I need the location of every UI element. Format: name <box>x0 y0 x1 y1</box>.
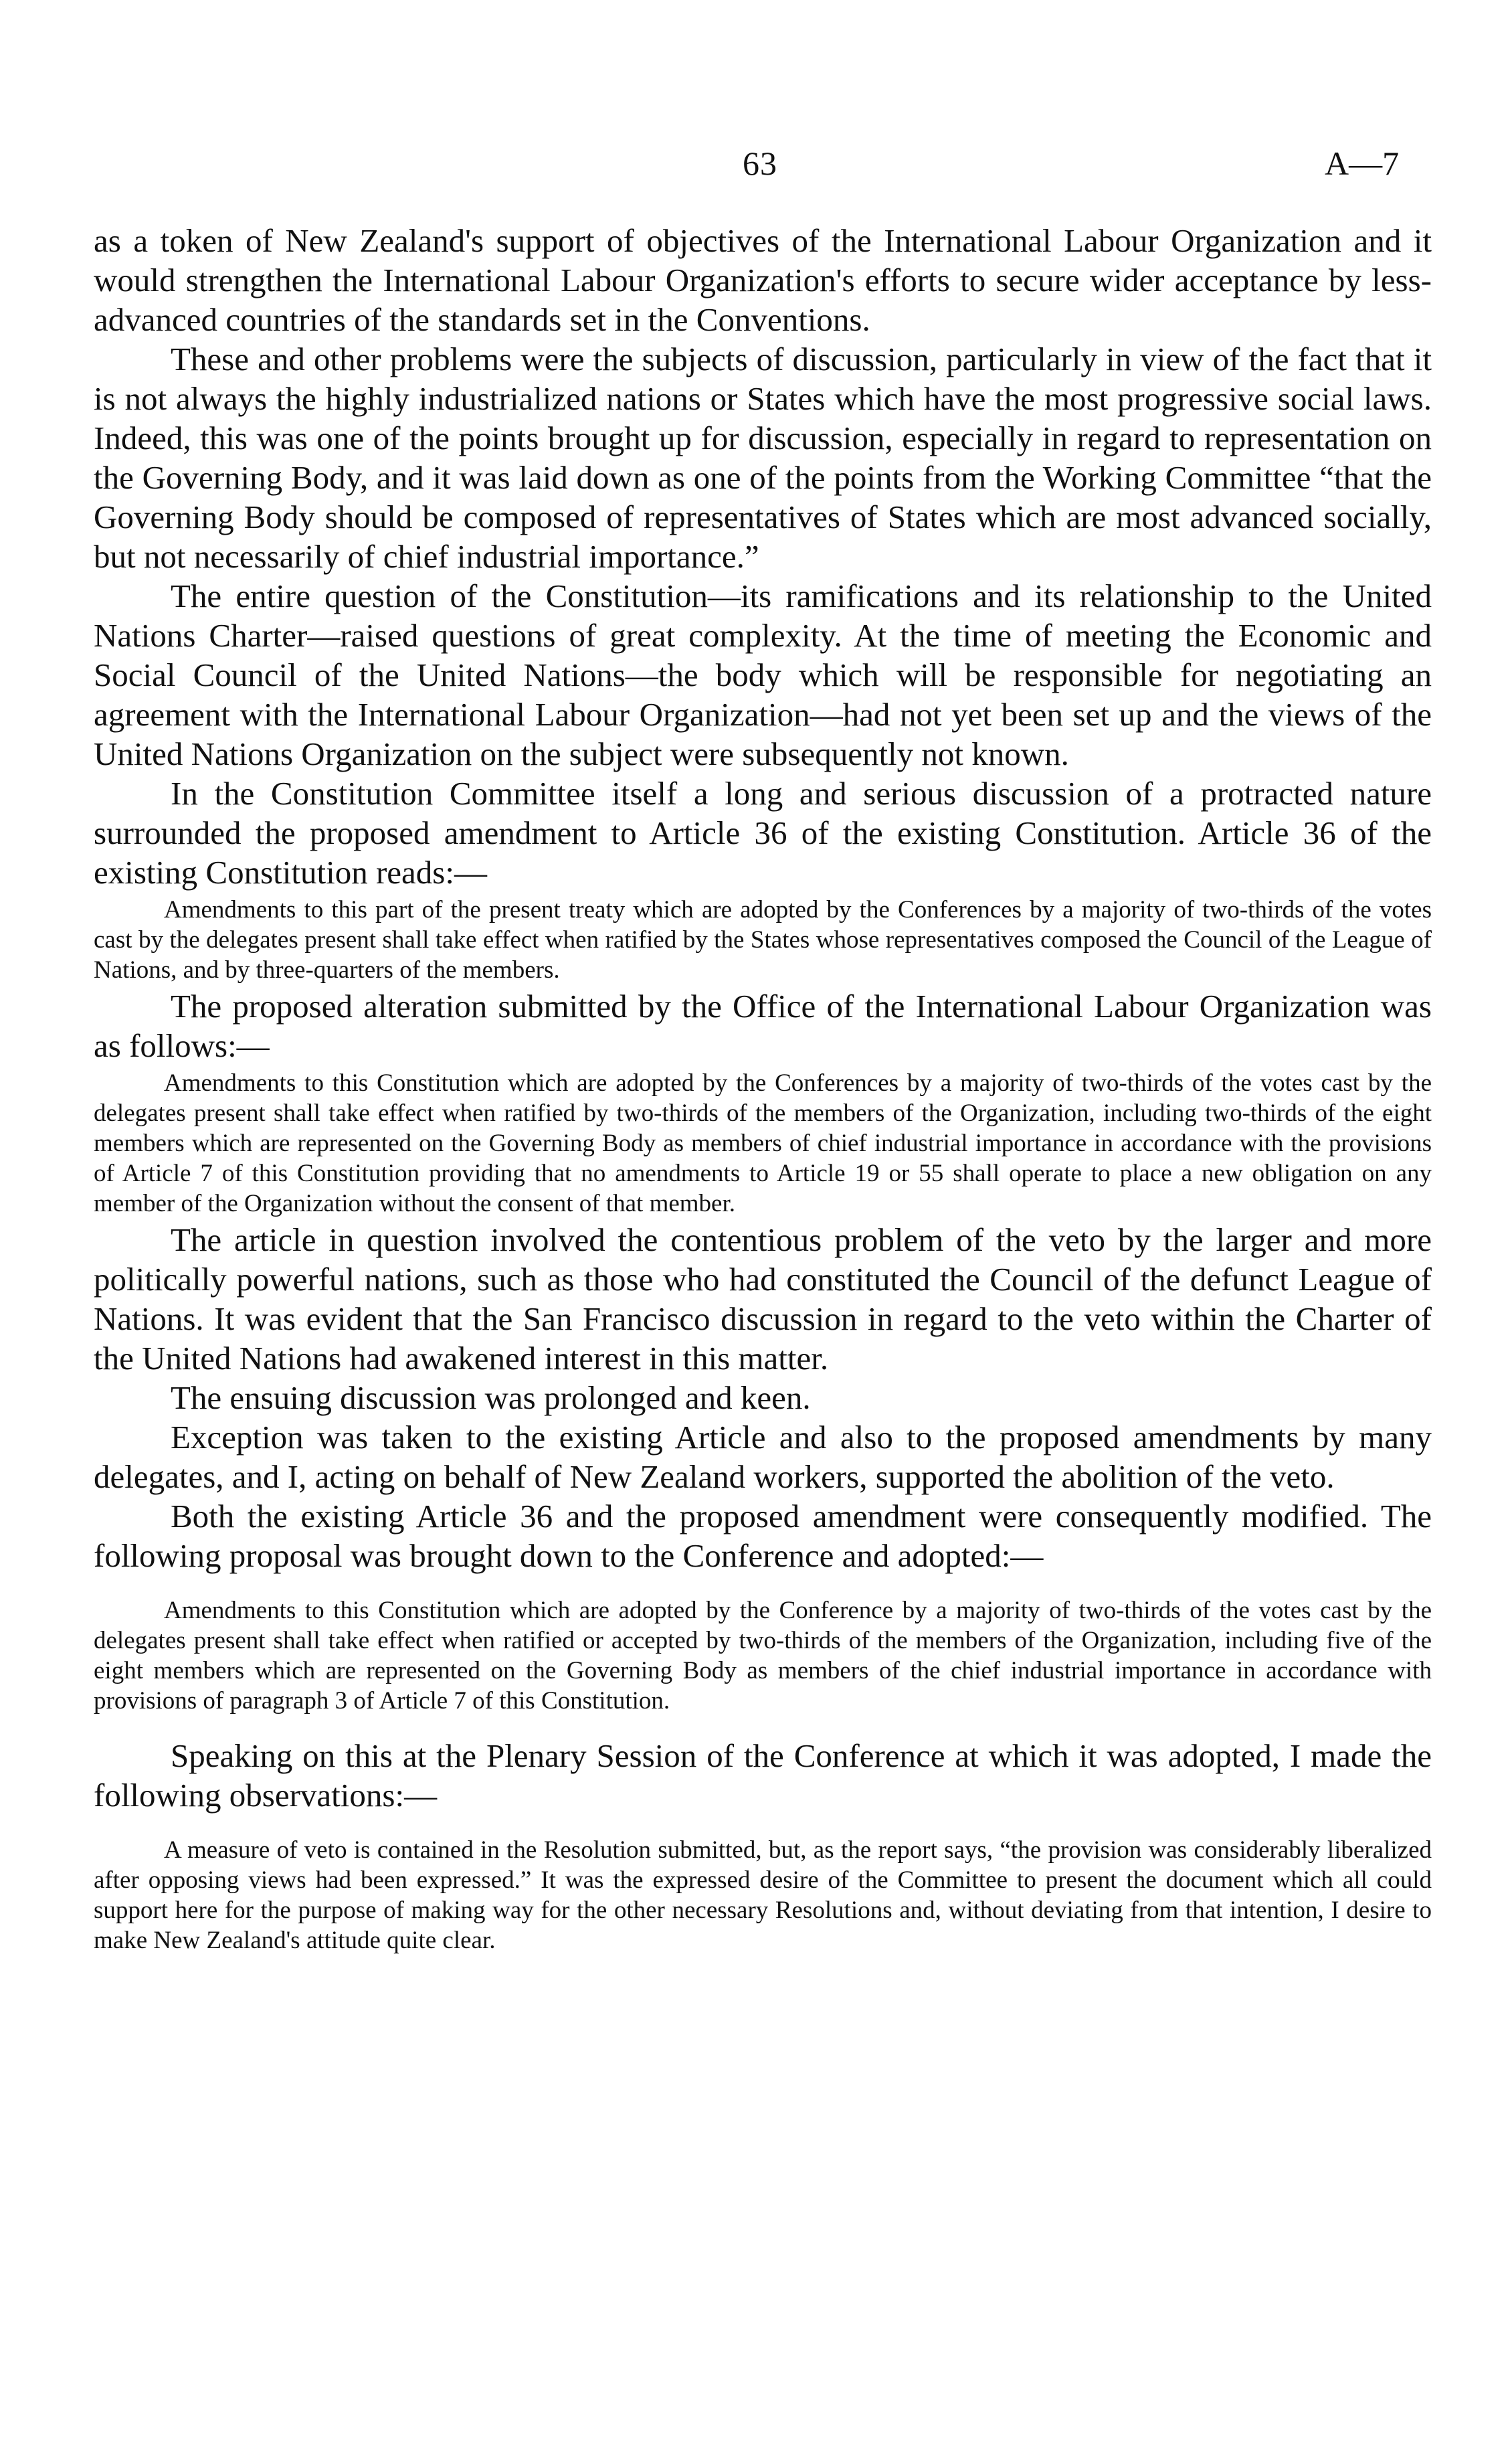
block-quote: Amendments to this Constitution which are adopted by the Conference by a majority of two-thirds of the votes cast by the delegates present shall take effect when ratified or accepted by two-thirds of the members of the Organization, including five of the eight members which are represented on the Governing Body as members of the chief industrial importance in accordance with provisions of paragraph 3 of Article 7 of this Constitution. <box>94 1597 1432 1715</box>
paragraph: The ensuing discussion was prolonged and keen. <box>171 1379 811 1416</box>
block-quote: Amendments to this Constitution which are adopted by the Conferences by a majority of two-thirds of the votes cast by the delegates present shall take effect when ratified by two-thirds of the members of the Organization, including two-thirds of the eight members which are represented on the Governing Body as members of chief industrial importance in accordance with the provisions of Article 7 of this Constitution providing that no amendments to Article 19 or 55 shall operate to place a new obligation on any member of the Organization without the consent of that member. <box>94 1069 1432 1217</box>
paragraph: The proposed alteration submitted by the Office of the International Labour Organization was as follows:— <box>94 988 1432 1064</box>
paragraph: In the Constitution Committee itself a long and serious discussion of a protracted nature surrounded the proposed amendment to Article 36 of the existing Constitution. Article 36 of the existing Constitution reads:— <box>94 775 1432 891</box>
block-quote: A measure of veto is contained in the Resolution submitted, but, as the report says, “the provision was considerably liberalized after opposing views had been expressed.” It was the expressed desire of the Committee to present the document which all could support here for the purpose of making way for the other necessary Resolutions and, without deviating from that intention, I desire to make New Zealand's attitude quite clear. <box>94 1836 1432 1954</box>
paragraph: as a token of New Zealand's support of objectives of the International Labour Organization and it would strengthen the International Labour Organization's efforts to secure wider acceptance by less-advanced countries of the standards set in the Conventions. <box>94 222 1432 338</box>
block-quote: Amendments to this part of the present treaty which are adopted by the Conferences by a majority of two-thirds of the votes cast by the delegates present shall take effect when ratified by the States whose representatives composed the Council of the League of Nations, and by three-quarters of the members. <box>94 896 1432 984</box>
paragraph: Speaking on this at the Plenary Session of the Conference at which it was adopted, I made the following observations:— <box>94 1737 1432 1814</box>
page-code: A—7 <box>1325 145 1400 182</box>
paragraph: The entire question of the Constitution—its ramifications and its relationship to the United Nations Charter—raised questions of great complexity. At the time of meeting the Economic and Social Council of the United Nations—the body which will be responsible for negotiating an agreement with the International Labour Organization—had not yet been set up and the views of the United Nations Organization on the subject were subsequently not known. <box>94 578 1432 772</box>
paragraph: Exception was taken to the existing Article and also to the proposed amendments by many delegates, and I, acting on behalf of New Zealand workers, supported the abolition of the veto. <box>94 1419 1432 1495</box>
paragraph: These and other problems were the subjects of discussion, particularly in view of the fact that it is not always the highly industrialized nations or States which have the most progressive social laws. Indeed, this was one of the points brought up for discussion, especially in regard to representation on the Governing Body, and it was laid down as one of the points from the Working Committee “that the Governing Body should be composed of representatives of States which are most advanced socially, but not necessarily of chief industrial importance.” <box>94 341 1432 575</box>
body-text <box>94 221 1432 1957</box>
paragraph: Both the existing Article 36 and the proposed amendment were consequently modified. The following proposal was brought down to the Conference and adopted:— <box>94 1498 1432 1574</box>
page-header <box>0 144 1512 197</box>
paragraph: The article in question involved the contentious problem of the veto by the larger and more politically powerful nations, such as those who had constituted the Council of the defunct League of Nations. It was evident that the San Francisco discussion in regard to the veto within the Charter of the United Nations had awakened interest in this matter. <box>94 1221 1432 1377</box>
page-number: 63 <box>743 145 777 182</box>
